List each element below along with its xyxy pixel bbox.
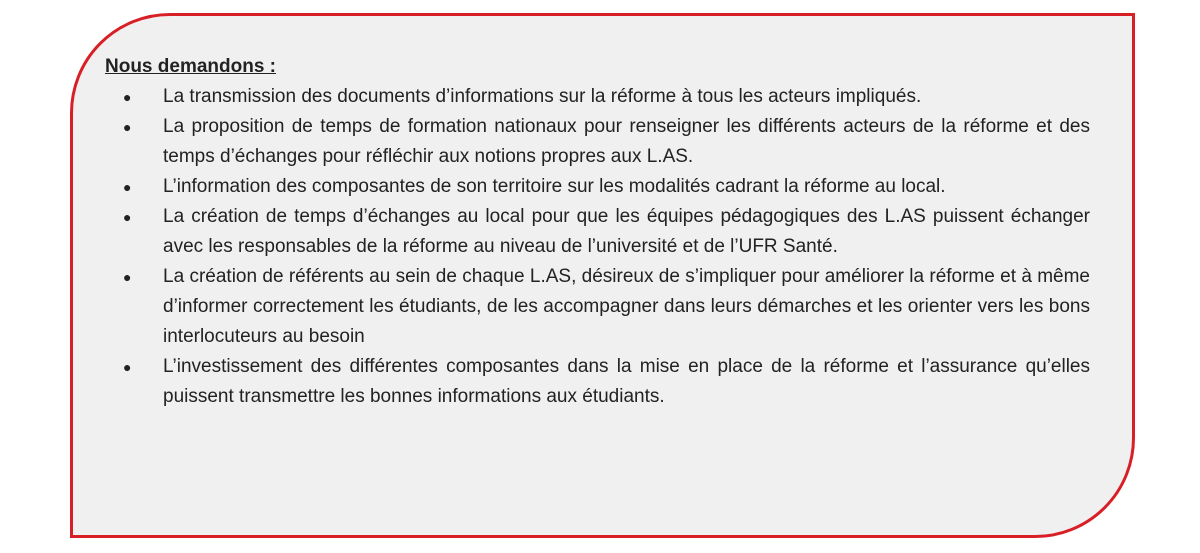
demands-content <box>105 52 1090 412</box>
list-item <box>105 112 1090 172</box>
list-item-text: La transmission des documents d’informations sur la réforme à tous les acteurs impliqués. <box>163 86 922 107</box>
list-item-text: L’information des composantes de son territoire sur les modalités cadrant la réforme au local. <box>163 176 946 197</box>
list-item-text: L’investissement des différentes composantes dans la mise en place de la réforme et l’assurance qu’elles puissent transmettre les bonnes informations aux étudiants. <box>163 356 1090 407</box>
list-item-text: La création de temps d’échanges au local pour que les équipes pédagogiques des L.AS puissent échanger avec les responsables de la réforme au niveau de l’université et de l’UFR Santé. <box>163 206 1090 257</box>
bullet-icon: ● <box>123 269 132 285</box>
list-item-text: La proposition de temps de formation nationaux pour renseigner les différents acteurs de la réforme et des temps d’échanges pour réfléchir aux notions propres aux L.AS. <box>163 116 1090 167</box>
list-item <box>105 352 1090 412</box>
list-item <box>105 172 1090 202</box>
list-item <box>105 202 1090 262</box>
bullet-icon: ● <box>123 119 132 135</box>
bullet-icon: ● <box>123 89 132 105</box>
demands-heading: Nous demandons : <box>105 56 277 77</box>
bullet-icon: ● <box>123 209 132 225</box>
bullet-icon: ● <box>123 179 132 195</box>
list-item <box>105 262 1090 352</box>
bullet-icon: ● <box>123 359 132 375</box>
demands-list <box>105 82 1090 412</box>
list-item <box>105 82 1090 112</box>
list-item-text: La création de référents au sein de chaque L.AS, désireux de s’impliquer pour améliorer la réforme et à même d’informer correctement les étudiants, de les accompagner dans leurs démarches et les orienter vers les bons interlocuteurs au besoin <box>163 266 1090 347</box>
